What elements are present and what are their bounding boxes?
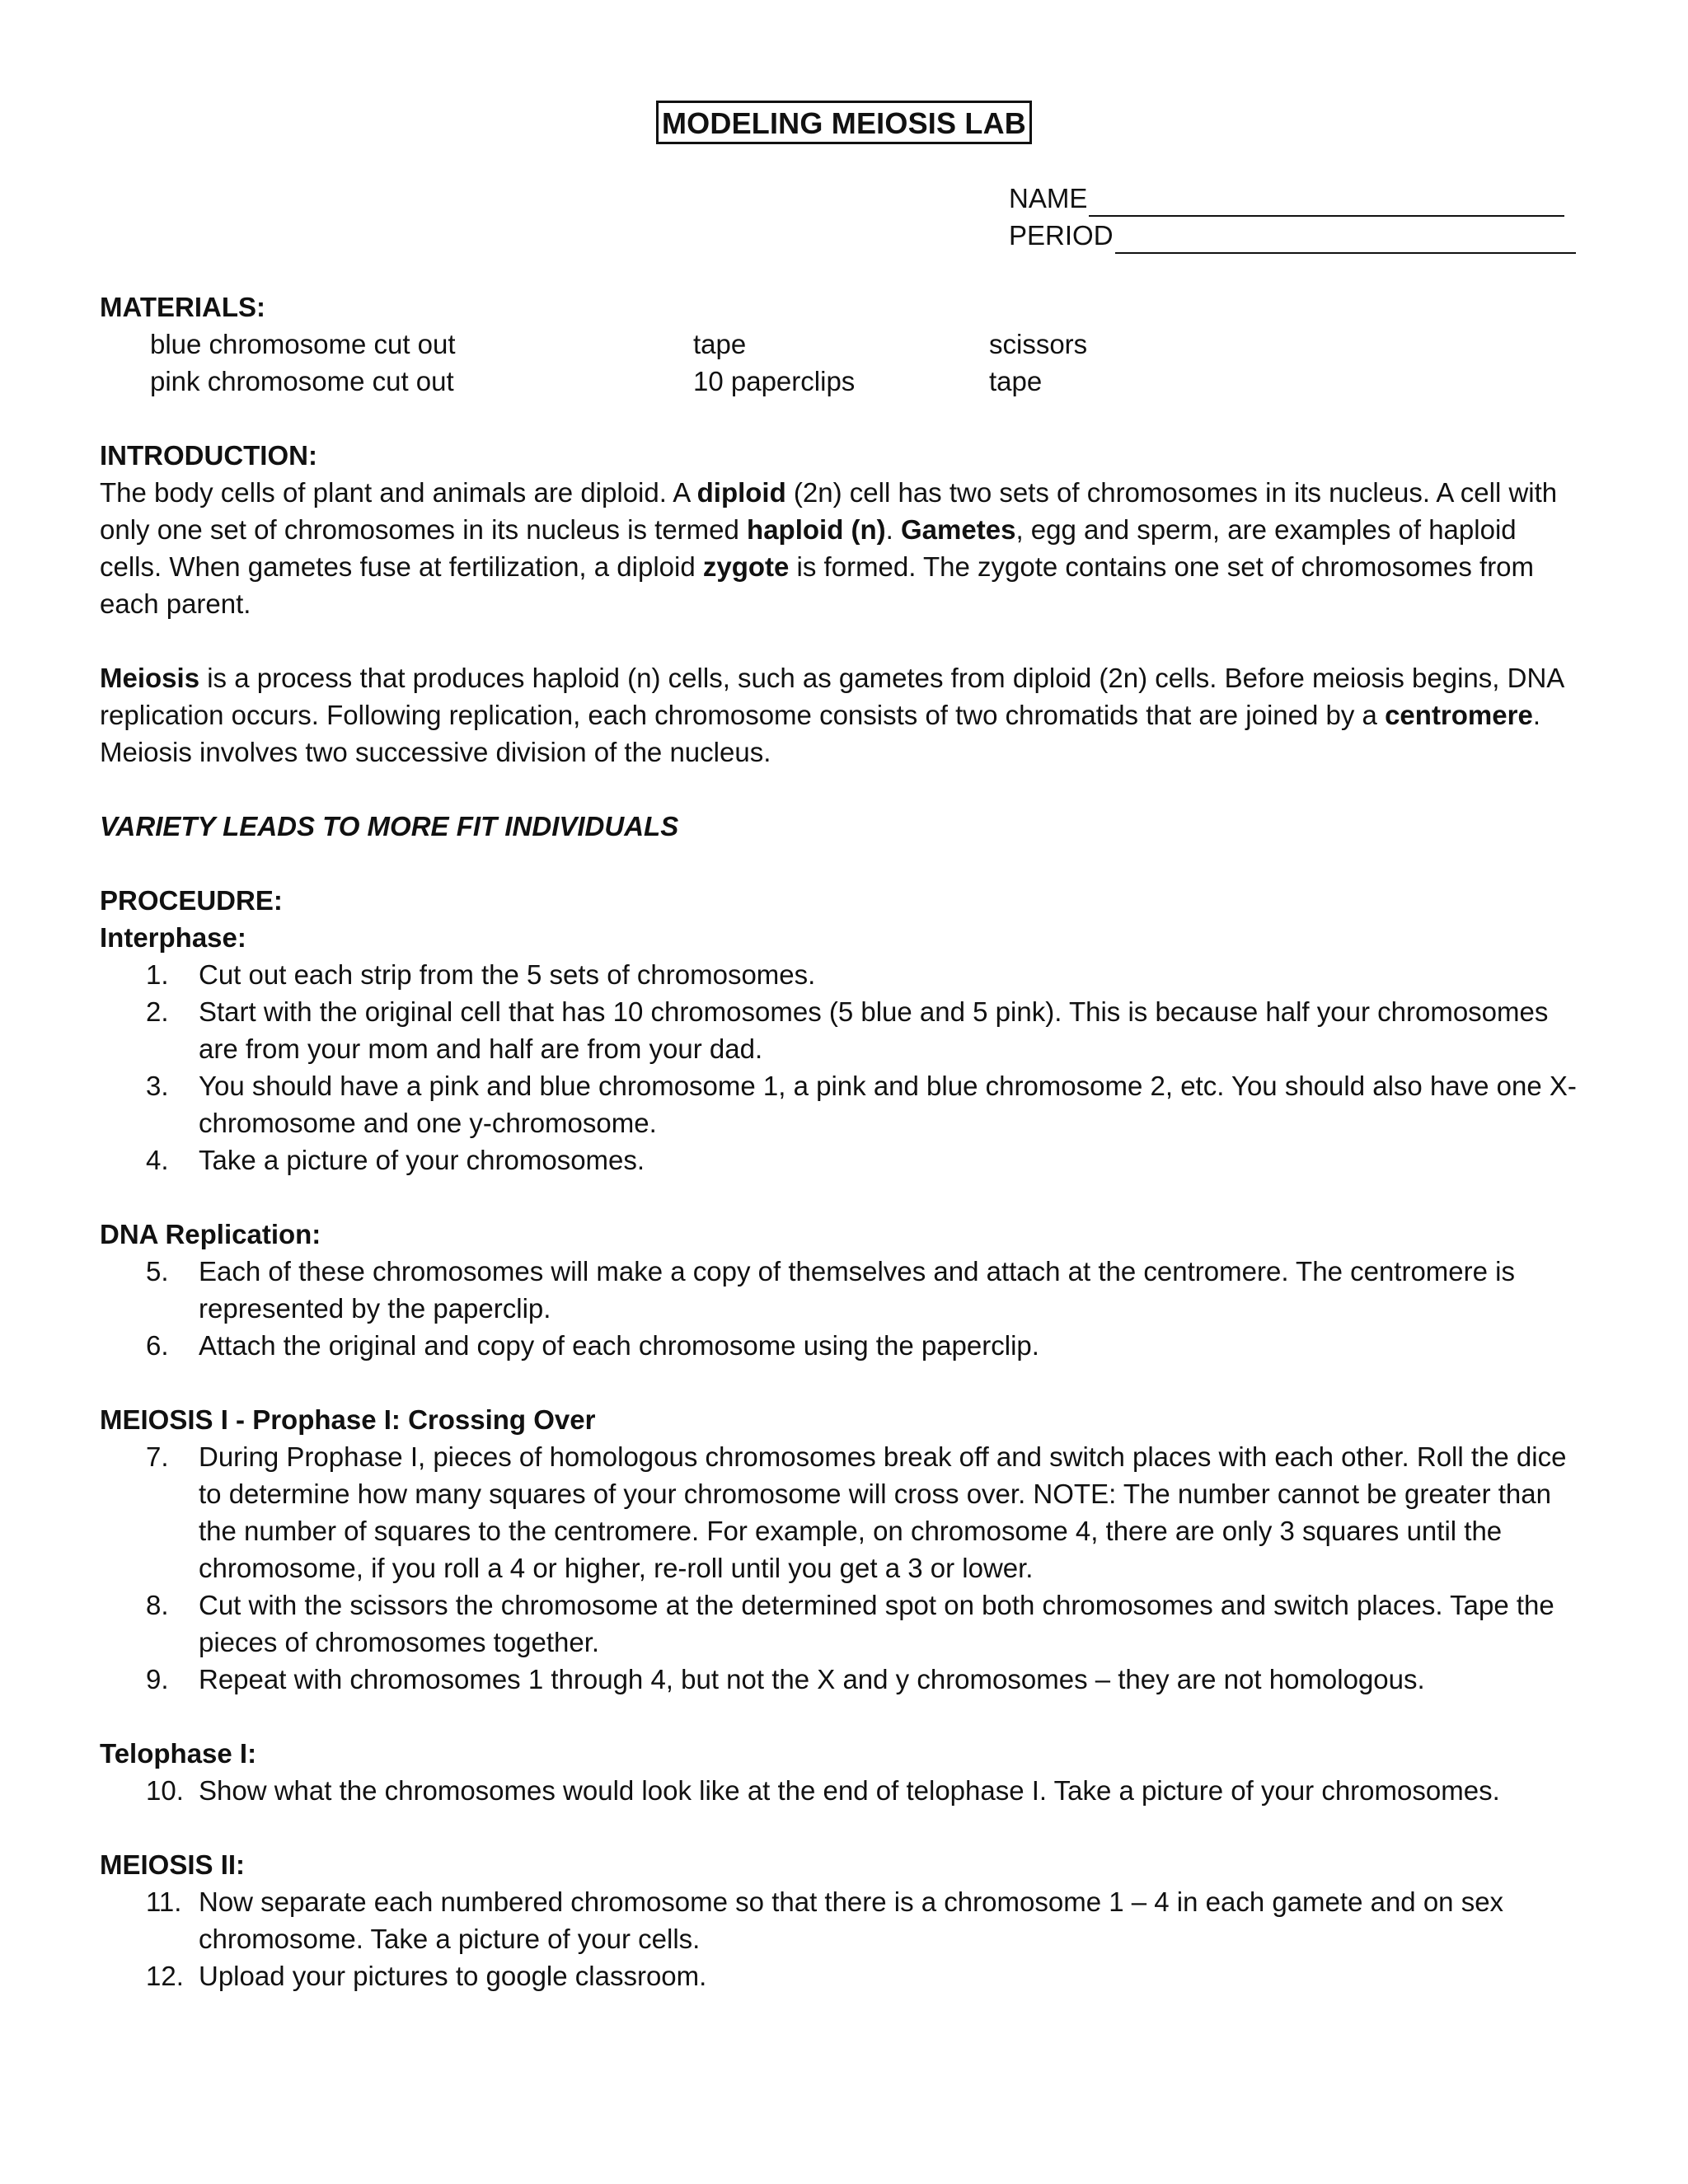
interphase-heading: Interphase: — [100, 922, 246, 953]
page-title: MODELING MEIOSIS LAB — [656, 101, 1032, 144]
meiosis-1-steps — [100, 1438, 1583, 1698]
list-item: 7. During Prophase I, pieces of homologous chromosomes break off and switch places with each other. Roll the dice to determine how many squares of your chromosome will cross over. NOTE: The number cannot be greater than the number of squares to the centromere. For example, on chromosome 4, there are only 3 squares until the chromosome, if you roll a 4 or higher, re-roll until you get a 3 or lower. — [146, 1441, 1567, 1583]
introduction-paragraph-2: Meiosis is a process that produces haploid (n) cells, such as gametes from diploid (2n) cells. Before meiosis begins, DNA replication occurs. Following replication, each chromosome consists of two chromatids that are joined by a centromere. Meiosis involves two successive division of the nucleus. — [100, 663, 1564, 767]
materials-row — [100, 363, 1583, 400]
name-label: NAME — [1009, 183, 1088, 213]
telophase-1-heading: Telophase I: — [100, 1738, 257, 1769]
material-item: pink chromosome cut out — [150, 366, 454, 396]
name-field — [1009, 180, 1576, 217]
list-item: 11. Now separate each numbered chromosome so that there is a chromosome 1 – 4 in each gamete and on sex chromosome. Take a picture of your cells. — [146, 1886, 1504, 1954]
title-container — [0, 101, 1688, 144]
list-item: 4. Take a picture of your chromosomes. — [146, 1145, 645, 1175]
introduction-heading: INTRODUCTION: — [100, 440, 317, 471]
materials-heading: MATERIALS: — [100, 292, 266, 322]
telophase-1-steps — [100, 1772, 1583, 1809]
name-blank[interactable] — [1089, 189, 1564, 217]
material-item: tape — [693, 329, 747, 359]
list-item: 10. Show what the chromosomes would look like at the end of telophase I. Take a picture of your chromosomes. — [146, 1775, 1500, 1806]
dna-replication-heading: DNA Replication: — [100, 1219, 321, 1249]
interphase-steps — [100, 956, 1583, 1179]
list-item: 9. Repeat with chromosomes 1 through 4, but not the X and y chromosomes – they are not homologous. — [146, 1664, 1425, 1694]
list-item: 5. Each of these chromosomes will make a copy of themselves and attach at the centromere. The centromere is represented by the paperclip. — [146, 1256, 1515, 1324]
material-item: scissors — [989, 329, 1088, 359]
procedure-heading: PROCEUDRE: — [100, 885, 283, 916]
material-item: 10 paperclips — [693, 366, 856, 396]
list-item: 2. Start with the original cell that has 10 chromosomes (5 blue and 5 pink). This is because half your chromosomes are from your mom and half are from your dad. — [146, 996, 1549, 1064]
period-field — [1009, 217, 1576, 254]
meiosis-1-heading: MEIOSIS I - Prophase I: Crossing Over — [100, 1404, 596, 1435]
period-blank[interactable] — [1115, 226, 1576, 254]
list-item: 8. Cut with the scissors the chromosome at the determined spot on both chromosomes and switch places. Tape the pieces of chromosomes together. — [146, 1590, 1554, 1657]
variety-heading: VARIETY LEADS TO MORE FIT INDIVIDUALS — [100, 811, 679, 841]
introduction-section — [100, 437, 1583, 771]
materials-row — [100, 326, 1583, 363]
list-item: 6. Attach the original and copy of each chromosome using the paperclip. — [146, 1330, 1039, 1361]
material-item: blue chromosome cut out — [150, 329, 456, 359]
dna-replication-steps — [100, 1253, 1583, 1364]
materials-section — [100, 288, 1583, 400]
period-label: PERIOD — [1009, 220, 1114, 251]
student-fields — [1009, 180, 1576, 254]
list-item: 12. Upload your pictures to google classroom. — [146, 1961, 707, 1991]
meiosis-2-steps — [100, 1883, 1583, 1994]
list-item: 1. Cut out each strip from the 5 sets of chromosomes. — [146, 959, 816, 990]
meiosis-2-heading: MEIOSIS II: — [100, 1849, 246, 1880]
procedure-section — [100, 882, 1583, 1994]
main-content — [100, 288, 1583, 1994]
list-item: 3. You should have a pink and blue chromosome 1, a pink and blue chromosome 2, etc. You should also have one X-chromosome and one y-chromosome. — [146, 1071, 1577, 1138]
introduction-paragraph-1: The body cells of plant and animals are diploid. A diploid (2n) cell has two sets of chromosomes in its nucleus. A cell with only one set of chromosomes in its nucleus is termed haploid (n). Gametes, egg and sperm, are examples of haploid cells. When gametes fuse at fertilization, a diploid zygote is formed. The zygote contains one set of chromosomes from each parent. — [100, 477, 1558, 619]
material-item: tape — [989, 366, 1043, 396]
